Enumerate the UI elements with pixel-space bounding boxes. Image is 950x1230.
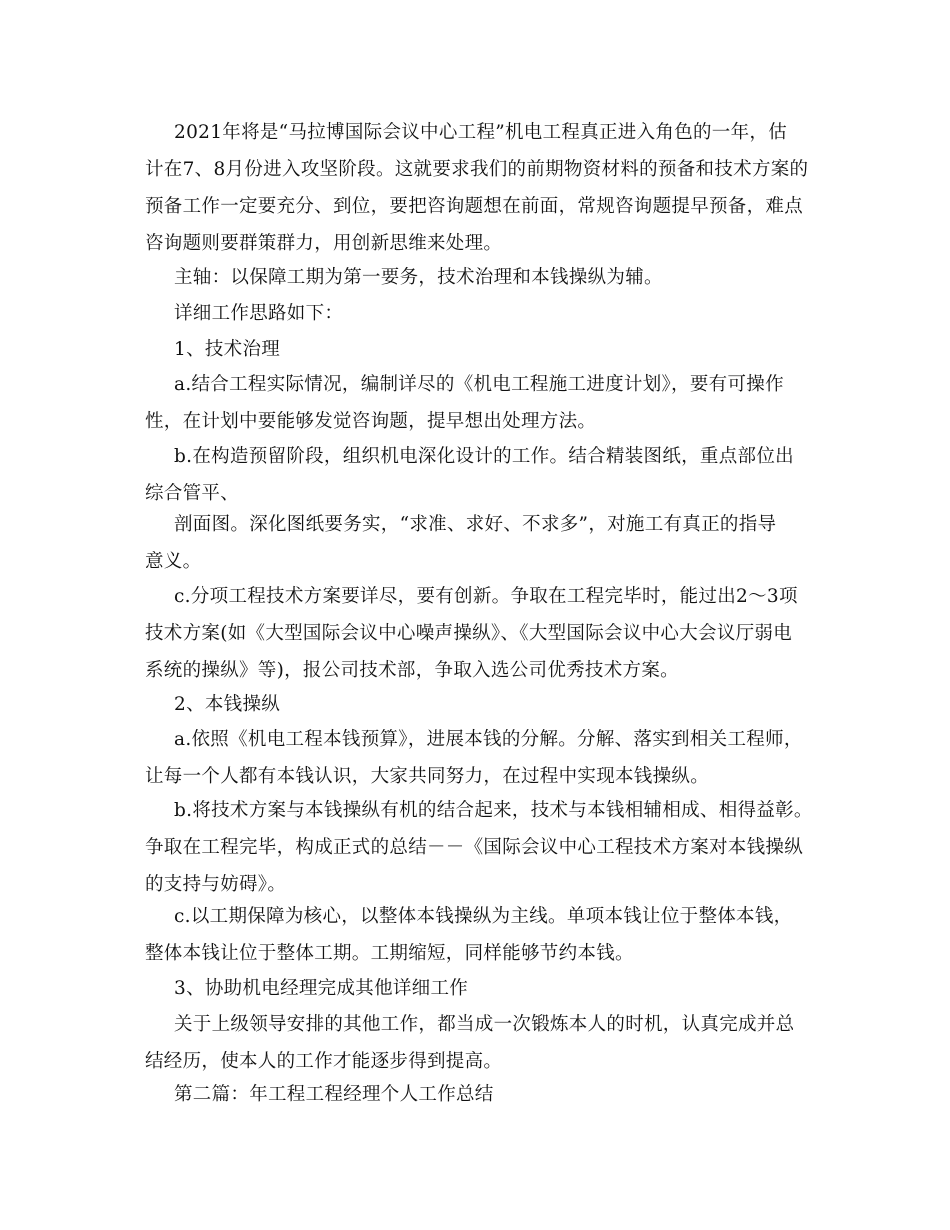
- text-line: 剖面图。深化图纸要务实，“求准、求好、不求多”，对施工有真正的指导: [174, 514, 777, 535]
- text-line: a.依照《机电工程本钱预算》，进展本钱的分解。分解、落实到相关工程师，: [174, 729, 803, 750]
- text-line: 预备工作一定要充分、到位，要把咨询题想在前面，常规咨询题提早预备，难点: [145, 196, 804, 217]
- paragraph-cost-item-a: [145, 721, 805, 795]
- text-line: c.以工期保障为核心，以整体本钱操纵为主线。单项本钱让位于整体本钱，: [174, 906, 793, 927]
- paragraph-section-drawings: [145, 506, 805, 580]
- text-line: b.将技术方案与本钱操纵有机的结合起来，技术与本钱相辅相成、相得益彰。: [174, 800, 813, 821]
- paragraph-cost-item-c: [145, 898, 805, 972]
- text-line: 计在7、8月份进入攻坚阶段。这就要求我们的前期物资材料的预备和技术方案的: [145, 159, 809, 180]
- text-line: c.分项工程技术方案要详尽，要有创新。争取在工程完毕时，能过出2～3项: [174, 586, 798, 607]
- section-heading-cost-control: [145, 686, 805, 723]
- text-line: 技术方案(如《大型国际会议中心噪声操纵》、《大型国际会议中心大会议厅弱电: [145, 623, 793, 644]
- text-line: 第二篇：年工程工程经理个人工作总结: [174, 1084, 494, 1105]
- text-line: 咨询题则要群策群力，用创新思维来处理。: [145, 233, 503, 254]
- section-heading-technical-management: [145, 331, 805, 368]
- text-line: 2021年将是“马拉博国际会议中心工程”机电工程真正进入角色的一年，估: [174, 122, 787, 143]
- paragraph-item-a-schedule: [145, 366, 805, 440]
- text-line: 让每一个人都有本钱认识，大家共同努力，在过程中实现本钱操纵。: [145, 766, 710, 787]
- text-line: 1、技术治理: [174, 339, 281, 360]
- paragraph-intro: [145, 114, 809, 262]
- text-line: 意义。: [145, 551, 202, 572]
- text-line: 综合管平、: [145, 483, 240, 504]
- text-line: 结经历，使本人的工作才能逐步得到提高。: [145, 1051, 503, 1072]
- text-line: 系统的操纵》等)，报公司技术部，争取入选公司优秀技术方案。: [145, 660, 679, 681]
- text-line: b.在构造预留阶段，组织机电深化设计的工作。结合精装图纸，重点部位出: [174, 446, 794, 467]
- text-line: 争取在工程完毕，构成正式的总结－－《国际会议中心工程技术方案对本钱操纵: [145, 837, 804, 858]
- text-line: 详细工作思路如下：: [174, 303, 344, 324]
- paragraph-item-b-design: [145, 438, 805, 512]
- paragraph-work-plan-intro: [145, 295, 805, 332]
- text-line: 性，在计划中要能够发觉咨询题，提早想出处理方法。: [145, 411, 597, 432]
- paragraph-main-axis: [145, 259, 805, 296]
- text-line: 的支持与妨碍》。: [145, 874, 287, 895]
- paragraph-cost-item-b: [145, 792, 813, 903]
- text-line: 主轴：以保障工期为第一要务，技术治理和本钱操纵为辅。: [174, 267, 663, 288]
- text-line: 3、协助机电经理完成其他详细工作: [174, 978, 469, 999]
- paragraph-other-work: [145, 1006, 805, 1080]
- paragraph-item-c-technical-plans: [145, 578, 805, 689]
- text-line: 2、本钱操纵: [174, 694, 281, 715]
- text-line: 关于上级领导安排的其他工作，都当成一次锻炼本人的时机，认真完成并总: [174, 1014, 795, 1035]
- section-heading-assist-manager: [145, 970, 805, 1007]
- text-line: 整体本钱让位于整体工期。工期缩短，同样能够节约本钱。: [145, 943, 634, 964]
- text-line: a.结合工程实际情况，编制详尽的《机电工程施工进度计划》，要有可操作: [174, 374, 784, 395]
- second-article-title: [145, 1076, 805, 1113]
